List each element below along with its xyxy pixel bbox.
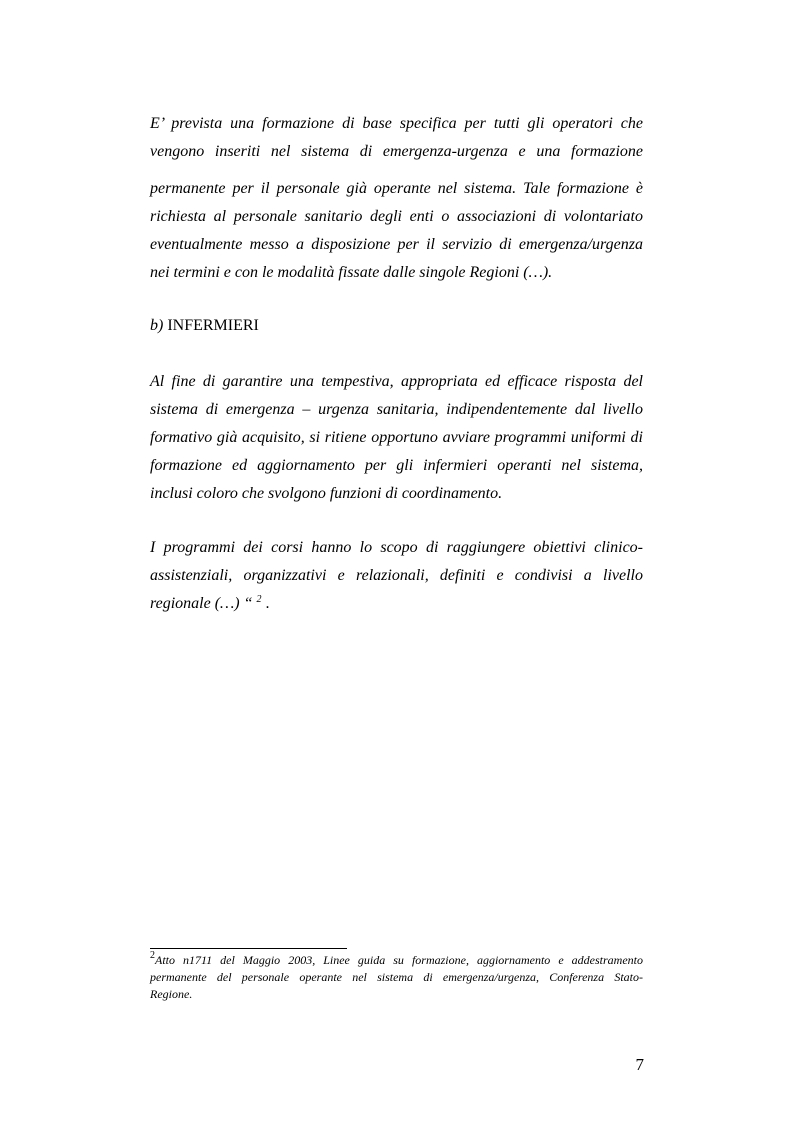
heading-text: INFERMIERI [167, 317, 259, 334]
text-line: E’ prevista una formazione di base specifica per tutti gli operatori che [150, 115, 643, 132]
text-line: inclusi coloro che svolgono funzioni di coordinamento. [150, 485, 503, 502]
text-line: I programmi dei corsi hanno lo scopo di raggiungere obiettivi clinico- [150, 539, 643, 556]
footnote-divider [150, 948, 347, 949]
paragraph-programmi-corsi [150, 534, 643, 618]
text-line: vengono inseriti nel sistema di emergenza-urgenza e una formazione [150, 143, 643, 160]
text-line: nei termini e con le modalità fissate dalle singole Regioni (…). [150, 264, 553, 281]
footnote [150, 952, 643, 1003]
text-line: formativo già acquisito, si ritiene opportuno avviare programmi uniformi di [150, 429, 643, 446]
footnote-line [150, 952, 643, 969]
paragraph-formazione-permanente [150, 175, 643, 287]
footnote-reference[interactable]: 2 [256, 594, 262, 605]
text-line [150, 590, 643, 618]
text-line: permanente per il personale già operante nel sistema. Tale formazione è [150, 180, 643, 197]
text-line-content: regionale (…) “ [150, 595, 253, 612]
section-heading [150, 312, 643, 340]
footnote-line: Regione. [150, 987, 193, 1001]
page-number: 7 [635, 1055, 644, 1074]
text-line: eventualmente messo a disposizione per il servizio di emergenza/urgenza [150, 236, 643, 253]
footnote-text: Atto n1711 del Maggio 2003, Linee guida su formazione, aggiornamento e addestramento [155, 953, 643, 967]
text-line: assistenziali, organizzativi e relazionali, definiti e condivisi a livello [150, 567, 643, 584]
paragraph-infermieri [150, 368, 643, 508]
text-line: Al fine di garantire una tempestiva, appropriata ed efficace risposta del [150, 373, 643, 390]
text-line: formazione ed aggiornamento per gli infermieri operanti nel sistema, [150, 457, 643, 474]
text-line: richiesta al personale sanitario degli enti o associazioni di volontariato [150, 208, 643, 225]
heading-line [150, 312, 643, 340]
paragraph-formazione-base [150, 110, 643, 166]
footnote-line: permanente del personale operante nel sistema di emergenza/urgenza, Conferenza Stato- [150, 970, 643, 984]
text-line: sistema di emergenza – urgenza sanitaria, indipendentemente dal livello [150, 401, 643, 418]
footnote-marker: 2 [150, 950, 155, 961]
text-line-end: . [261, 595, 270, 612]
heading-prefix: b) [150, 317, 168, 334]
